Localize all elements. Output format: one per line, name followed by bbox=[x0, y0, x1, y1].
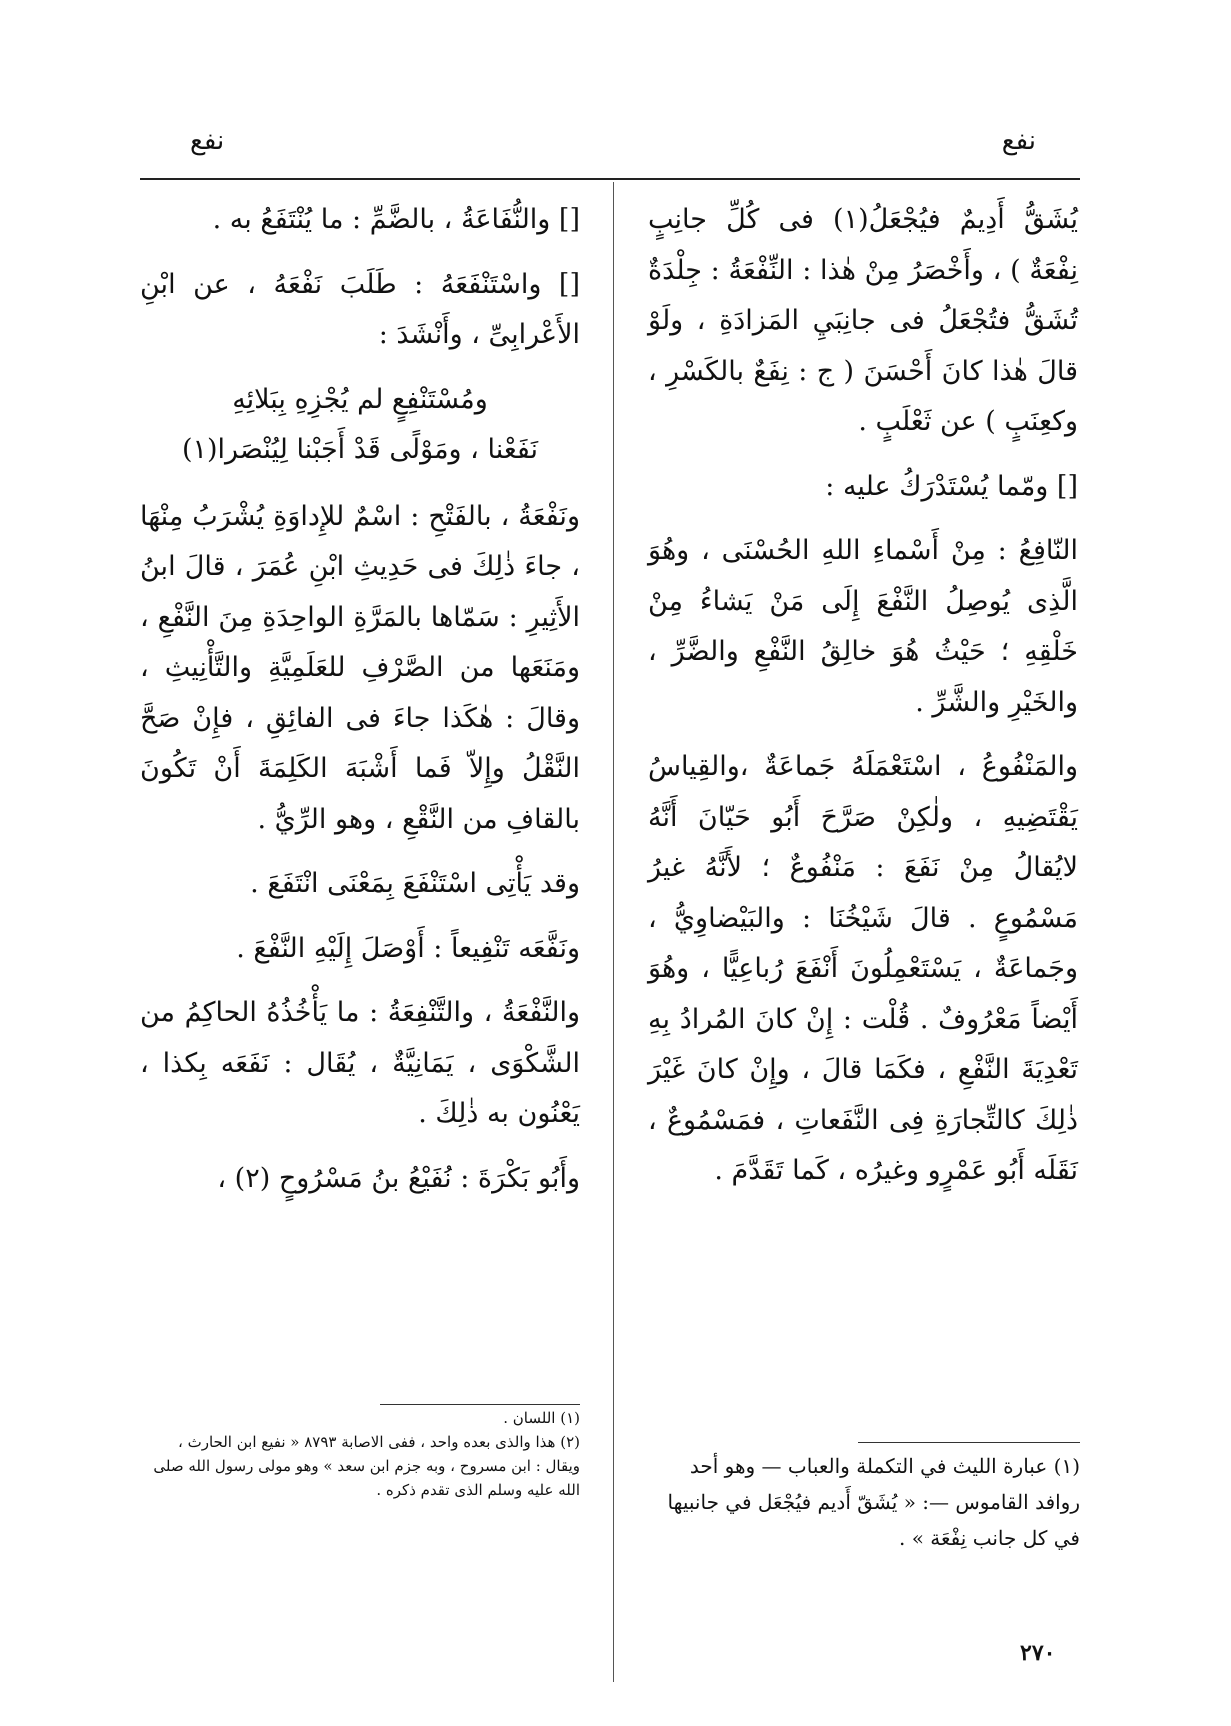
paragraph: ونَفْعَةُ ، بالفَتْحِ : اسْمٌ للإِداوَةِ يُشْرَبُ مِنْهَا ، جاءَ ذٰلِكَ فى حَدِيثِ ابْنِ عُمَرَ ، قالَ ابنُ الأَثِيرِ : سَمّاها بالمَرَّةِ الواحِدَةِ مِنَ النَّفْعِ ، ومَنَعَها من الصَّرْفِ للعَلَمِيَّةِ والتَّأْنِيثِ ، وقالَ : هٰكَذا جاءَ فى الفائِقِ ، فإِنْ صَحَّ النَّقْلُ وإِلاّ فَما أَشْبَهَ الكَلِمَةَ أَنْ تَكُونَ بالقافِ من النَّقْعِ ، وهو الرِّيُّ . bbox=[140, 500, 580, 835]
header-rule bbox=[140, 178, 1080, 180]
header-word-left: نفع bbox=[190, 126, 225, 156]
paragraph: النّافِعُ : مِنْ أَسْماءِ اللهِ الحُسْنَى ، وهُوَ الَّذِى يُوصِلُ النَّفْعَ إِلَى مَنْ يَشاءُ مِنْ خَلْقِهِ ؛ حَيْثُ هُوَ خالِقُ النَّفْعِ والضَّرِّ ، والخَيْرِ والشَّرِّ . bbox=[648, 535, 1078, 718]
paragraph: [] واسْتَنْفَعَهُ : طَلَبَ نَفْعَهُ ، عن ابْنِ الأَعْرابِىِّ ، وأَنْشَدَ : bbox=[140, 268, 580, 350]
footnotes-right bbox=[648, 1448, 1080, 1556]
page-number: ٢٧٠ bbox=[1020, 1640, 1056, 1666]
footnote: (١) اللسان . bbox=[503, 1409, 580, 1427]
right-column bbox=[648, 195, 1078, 1211]
paragraph: والمَنْفُوعُ ، اسْتَعْمَلَهُ جَماعَةٌ ،والقِياسُ يَقْتَضِيهِ ، ولٰكِنْ صَرَّحَ أَبُو حَيّانَ أَنَّهُ لايُقالُ مِنْ نَفَعَ : مَنْفُوعٌ ؛ لأَنَّهُ غيرُ مَسْمُوعٍ . قالَ شَيْخُنَا : والبَيْضاوِيُّ ، وجَماعَةٌ ، يَسْتَعْمِلُونَ أَنْفَعَ رُباعِيًّا ، وهُوَ أَيْضاً مَعْرُوفٌ . قُلْت : إِنْ كانَ المُرادُ بِهِ تَعْدِيَةَ النَّفْعِ ، فكَمَا قالَ ، وإِنْ كانَ غَيْرَ ذٰلِكَ كالتِّجارَةِ فِى النَّفَعاتِ ، فمَسْمُوعٌ ، نَقَلَه أَبُو عَمْرٍو وغيرُه ، كَما تَقَدَّمَ . bbox=[648, 751, 1078, 1186]
left-column bbox=[140, 195, 580, 1218]
paragraph: [] ومّما يُسْتَدْرَكُ عليه : bbox=[825, 470, 1078, 502]
header-word-right: نفع bbox=[1001, 126, 1036, 156]
paragraph: [] والنُّفَاعَةُ ، بالضَّمِّ : ما يُنْتَفَعُ به . bbox=[212, 204, 580, 235]
paragraph: والنَّفْعَةُ ، والتَّنْفِعَةُ : ما يَأْخُذُهُ الحاكِمُ من الشَّكْوَى ، يَمَانِيَّةٌ ، يُقَال : نَفَعَه بِكذا ، يَعْنُون به ذٰلِكَ . bbox=[140, 997, 580, 1129]
paragraph: وقد يَأْتِى اسْتَنْفَعَ بِمَعْنَى انْتَفَعَ . bbox=[250, 868, 580, 899]
footnote-rule-right bbox=[858, 1442, 1080, 1443]
footnote-rule-left bbox=[380, 1404, 580, 1405]
column-divider bbox=[613, 182, 614, 1682]
paragraph: يُشَقُّ أَدِيمٌ فيُجْعَلُ(١) فى كُلِّ جانِبٍ نِفْعَةٌ ) ، وأَخْصَرُ مِنْ هٰذا : النِّفْعَةُ : جِلْدَةٌ تُشَقُّ فتُجْعَلُ فى جانِبَيِ المَزادَةِ ، ولَوْ قالَ هٰذا كانَ أَحْسَنَ ( ج : نِفَعٌ بالكَسْرِ ، وكعِنَبٍ ) عن ثَعْلَبٍ . bbox=[648, 204, 1078, 437]
footnotes-left bbox=[140, 1406, 580, 1502]
footnote: (٢) هذا والذى بعده واحد ، ففى الاصابة ٨٧٩٣ « نفيع ابن الحارث ، ويقال : ابن مسروح ، وبه جزم ابن سعد » وهو مولى رسول الله صلى الله عليه وسلم الذى تقدم ذكره . bbox=[153, 1433, 580, 1499]
verse-line: ومُسْتَنْفِعٍ لم يُجْزِهِ بِبَلائِهِ bbox=[232, 383, 488, 415]
paragraph: وأَبُو بَكْرَةَ : نُفَيْعُ بنُ مَسْرُوحٍ (٢) ، bbox=[217, 1162, 580, 1194]
poetry-verse bbox=[140, 375, 580, 476]
verse-line: نَفَعْنا ، ومَوْلًى قَدْ أَجَبْنا لِيُنْصَرا(١) bbox=[181, 434, 539, 465]
paragraph: ونَفَّعَه تَنْفِيعاً : أَوْصَلَ إِلَيْهِ النَّفْعَ . bbox=[236, 932, 580, 964]
footnote: (١) عبارة الليث في التكملة والعباب — وهو أحد روافد القاموس —: « يُشَقّ أَديم فيُجْعَل في جانبيها في كل جانب نِفْعَة » . bbox=[667, 1454, 1080, 1550]
